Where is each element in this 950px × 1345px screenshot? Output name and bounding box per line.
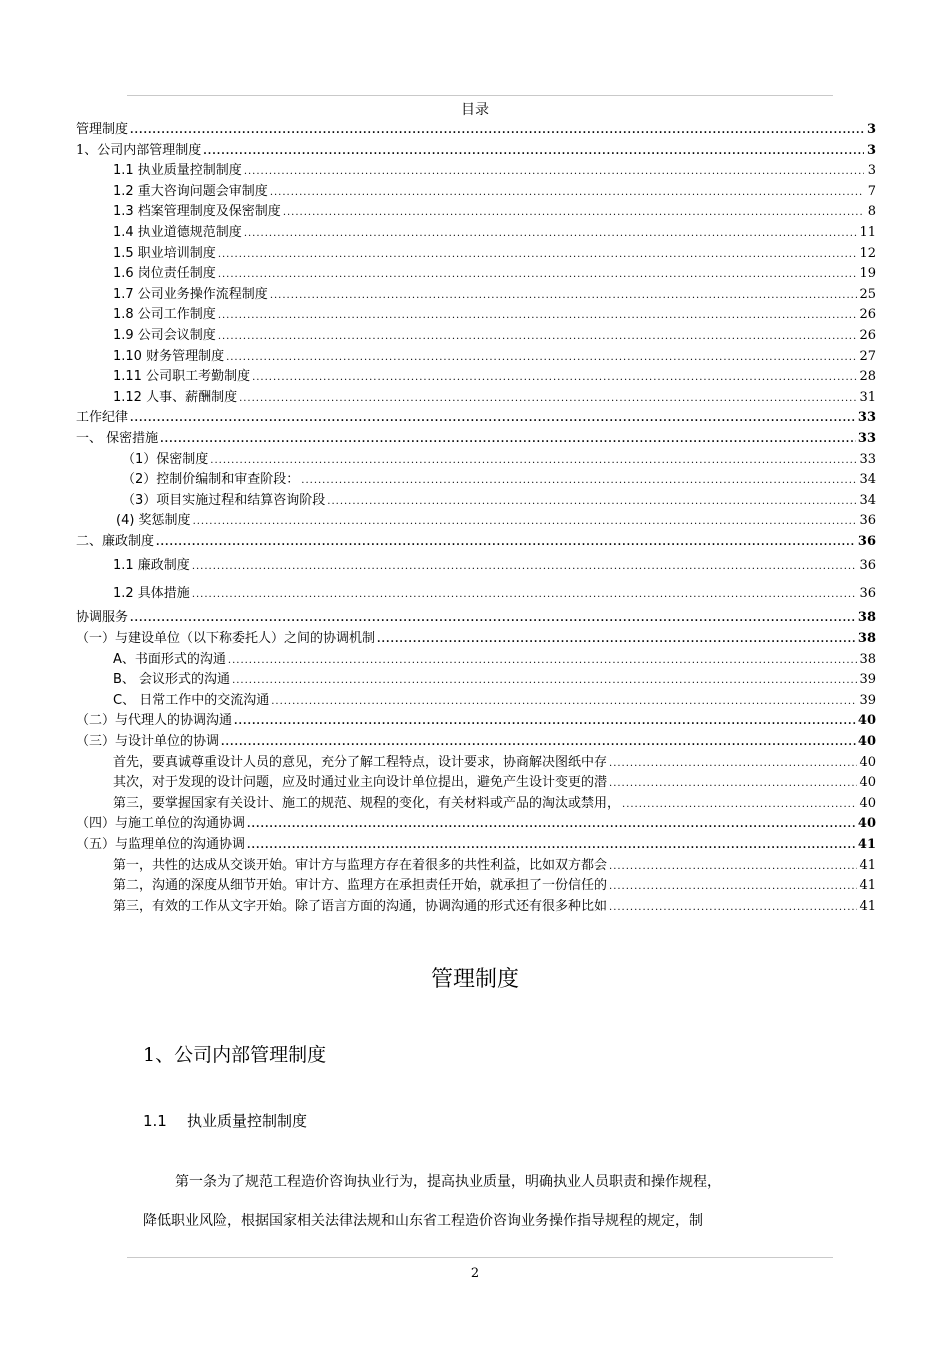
toc-entry-page: 41 <box>857 837 876 852</box>
toc-entry-title: （2）控制价编制和审查阶段： <box>122 472 300 488</box>
toc-entry-title: 二、廉政制度 <box>76 533 155 549</box>
toc-leader-dots <box>210 451 857 471</box>
toc-entry-page: 34 <box>859 472 876 488</box>
toc-entry-title: A、书面形式的沟通 <box>113 651 226 667</box>
toc-entry-title: 1.11 公司职工考勤制度 <box>113 369 251 385</box>
toc-leader-dots <box>218 306 858 326</box>
toc-entry[interactable] <box>76 629 876 650</box>
toc-leader-dots <box>234 712 856 732</box>
toc-entry-title: （一）与建设单位（以下称委托人）之间的协调机制 <box>76 631 376 647</box>
toc-leader-dots <box>130 609 856 629</box>
toc-entry[interactable] <box>76 347 876 368</box>
toc-leader-dots <box>252 368 857 388</box>
toc-entry-page: 38 <box>859 651 876 667</box>
toc-entry-title: 1.5 职业培训制度 <box>113 245 216 261</box>
toc-entry[interactable] <box>76 285 876 306</box>
toc-entry-page: 12 <box>859 245 876 261</box>
toc-entry[interactable] <box>76 161 876 182</box>
page-number: 2 <box>470 1266 480 1281</box>
toc-entry[interactable] <box>76 773 876 794</box>
toc-leader-dots <box>609 877 857 897</box>
toc-entry-page: 11 <box>859 224 876 240</box>
toc-entry-page: 34 <box>859 492 876 508</box>
toc-entry[interactable] <box>76 244 876 265</box>
toc-entry-title: 1.2 重大咨询问题会审制度 <box>113 183 268 199</box>
toc-leader-dots <box>226 348 857 368</box>
toc-entry-page: 25 <box>859 286 876 302</box>
toc-entry[interactable] <box>76 876 876 897</box>
toc-entry-title: 一、 保密措施 <box>76 430 159 446</box>
section-heading-1: 管理制度 <box>430 967 519 992</box>
toc-leader-dots <box>239 389 857 409</box>
body-paragraph-line-2: 降低职业风险，根据国家相关法律法规和山东省工程造价咨询业务操作指导规程的规定，制 <box>143 1213 703 1229</box>
toc-entry-title: 1.6 岗位责任制度 <box>113 266 216 282</box>
toc-entry[interactable] <box>76 608 876 629</box>
toc-leader-dots <box>247 815 856 835</box>
toc-entry-page: 41 <box>859 878 876 894</box>
toc-entry-title: 第二，沟通的深度从细节开始。审计方、监理方在承担责任开始，就承担了一份信任的 <box>113 878 608 894</box>
toc-entry-page: 39 <box>859 672 876 688</box>
toc-entry[interactable] <box>76 450 876 471</box>
toc-entry[interactable] <box>76 711 876 732</box>
toc-leader-dots <box>192 553 858 581</box>
toc-entry[interactable] <box>76 326 876 347</box>
toc-entry-title: B、 会议形式的沟通 <box>113 672 231 688</box>
toc-entry-page: 33 <box>857 410 876 426</box>
toc-entry-page: 40 <box>857 816 876 832</box>
toc-leader-dots <box>218 245 858 265</box>
toc-leader-dots <box>193 512 858 532</box>
toc-leader-dots <box>270 183 864 203</box>
toc-leader-dots <box>203 142 864 162</box>
toc-entry[interactable] <box>76 835 876 856</box>
toc-entry-page: 3 <box>866 142 876 158</box>
toc-entry[interactable] <box>76 856 876 877</box>
toc-entry-page: 36 <box>857 533 876 549</box>
toc-entry[interactable] <box>76 580 876 608</box>
toc-entry-page: 39 <box>859 692 876 708</box>
toc-entry-title: （1）保密制度 <box>122 451 209 467</box>
toc-leader-dots <box>247 836 856 856</box>
toc-leader-dots <box>609 754 857 774</box>
toc-entry-title: （三）与设计单位的协调 <box>76 734 220 750</box>
toc-entry[interactable] <box>76 552 876 580</box>
toc-entry-page: 27 <box>859 348 876 364</box>
toc-leader-dots <box>160 430 856 450</box>
toc-leader-dots <box>377 630 856 650</box>
toc-entry-title: 1、公司内部管理制度 <box>76 142 202 158</box>
toc-leader-dots <box>609 898 857 918</box>
section-heading-3 <box>143 1110 307 1131</box>
toc-entry[interactable] <box>76 670 876 691</box>
toc-entry-title: 1.8 公司工作制度 <box>113 307 216 323</box>
toc-entry[interactable] <box>76 223 876 244</box>
toc-entry-page: 31 <box>859 389 876 405</box>
toc-entry-page: 40 <box>857 713 876 729</box>
toc-entry[interactable] <box>76 650 876 671</box>
toc-leader-dots <box>609 857 857 877</box>
toc-entry[interactable] <box>76 429 876 450</box>
toc-entry[interactable] <box>76 305 876 326</box>
toc-entry-page: 40 <box>859 754 876 770</box>
toc-entry-title: 管理制度 <box>76 122 129 137</box>
toc-leader-dots <box>327 492 857 512</box>
toc-entry-title: (4) 奖惩制度 <box>116 513 191 529</box>
toc-entry[interactable] <box>76 182 876 203</box>
toc-entry[interactable] <box>76 794 876 815</box>
toc-entry-title: 1.1 廉政制度 <box>113 558 190 574</box>
toc-entry-page: 40 <box>857 734 876 750</box>
toc-entry-page: 3 <box>867 163 876 179</box>
toc-entry-title: 工作纪律 <box>76 410 129 426</box>
toc-entry-page: 40 <box>859 795 876 811</box>
toc-leader-dots <box>244 224 858 244</box>
body-paragraph-line-1: 第一条为了规范工程造价咨询执业行为，提高执业质量，明确执业人员职责和操作规程， <box>175 1174 721 1190</box>
toc-entry-title: 1.12 人事、薪酬制度 <box>113 389 238 405</box>
toc-entry-title: 第一，共性的达成从交谈开始。审计方与监理方存在着很多的共性利益，比如双方都会 <box>113 857 608 873</box>
toc-entry[interactable] <box>76 388 876 409</box>
toc-entry-page: 26 <box>859 307 876 323</box>
toc-entry-title: 第三，要掌握国家有关设计、施工的规范、规程的变化，有关材料或产品的淘汰或禁用， <box>113 795 621 811</box>
toc-entry-title: 协调服务 <box>76 610 129 626</box>
toc-entry-page: 40 <box>859 775 876 791</box>
toc-entry-title: （五）与监理单位的沟通协调 <box>76 837 246 852</box>
toc-leader-dots <box>622 795 857 815</box>
footer-rule <box>127 1257 833 1258</box>
toc-entry-page: 41 <box>859 898 876 914</box>
toc-entry-title: 1.3 档案管理制度及保密制度 <box>113 204 281 220</box>
toc-entry-page: 3 <box>866 122 876 137</box>
toc-leader-dots <box>192 581 858 609</box>
toc-title: 目录 <box>461 102 489 118</box>
toc-entry-title: 第三，有效的工作从文字开始。除了语言方面的沟通，协调沟通的形式还有很多种比如 <box>113 898 608 914</box>
toc-entry[interactable] <box>76 120 876 141</box>
table-of-contents <box>76 120 876 917</box>
toc-entry-title: 1.7 公司业务操作流程制度 <box>113 286 268 302</box>
toc-entry-title: 首先，要真诚尊重设计人员的意见，充分了解工程特点，设计要求，协商解决图纸中存 <box>113 754 608 770</box>
toc-leader-dots <box>221 733 856 753</box>
toc-entry[interactable] <box>76 691 876 712</box>
toc-entry-title: （3）项目实施过程和结算咨询阶段 <box>122 492 326 508</box>
toc-entry[interactable] <box>76 897 876 918</box>
toc-entry[interactable] <box>76 141 876 162</box>
toc-entry-page: 28 <box>859 369 876 385</box>
toc-entry[interactable] <box>76 408 876 429</box>
heading-text: 执业质量控制制度 <box>187 1112 308 1130</box>
toc-entry-title: 1.1 执业质量控制制度 <box>113 163 242 179</box>
toc-leader-dots <box>301 471 857 491</box>
toc-leader-dots <box>271 692 857 712</box>
toc-entry-page: 8 <box>867 204 876 220</box>
toc-leader-dots <box>228 651 858 671</box>
toc-entry[interactable] <box>76 511 876 532</box>
toc-entry-title: 其次，对于发现的设计问题，应及时通过业主向设计单位提出，避免产生设计变更的潜 <box>113 775 608 791</box>
toc-entry[interactable] <box>76 732 876 753</box>
toc-entry[interactable] <box>76 753 876 774</box>
toc-leader-dots <box>218 265 858 285</box>
toc-leader-dots <box>218 327 858 347</box>
toc-entry-page: 26 <box>859 327 876 343</box>
heading-number: 1.1 <box>143 1112 167 1130</box>
toc-leader-dots <box>270 286 858 306</box>
toc-entry-page: 38 <box>857 610 876 626</box>
toc-entry[interactable] <box>76 202 876 223</box>
toc-entry-page: 7 <box>867 183 876 199</box>
toc-leader-dots <box>283 203 864 223</box>
toc-entry-title: 1.10 财务管理制度 <box>113 348 225 364</box>
toc-entry-page: 33 <box>857 430 876 446</box>
toc-entry-title: 1.4 执业道德规范制度 <box>113 224 242 240</box>
toc-leader-dots <box>609 774 857 794</box>
toc-entry-title: 1.2 具体措施 <box>113 586 190 602</box>
toc-entry-title: 1.9 公司会议制度 <box>113 327 216 343</box>
toc-entry[interactable] <box>76 264 876 285</box>
toc-leader-dots <box>232 671 857 691</box>
toc-entry[interactable] <box>76 814 876 835</box>
toc-entry[interactable] <box>76 470 876 491</box>
toc-entry[interactable] <box>76 532 876 553</box>
toc-leader-dots <box>130 409 856 429</box>
toc-entry-page: 36 <box>859 558 876 574</box>
toc-entry-page: 38 <box>857 631 876 647</box>
toc-entry-page: 19 <box>859 266 876 282</box>
toc-leader-dots <box>156 533 856 553</box>
toc-entry-page: 36 <box>859 586 876 602</box>
header-rule <box>127 95 833 96</box>
toc-entry-page: 33 <box>859 451 876 467</box>
toc-entry-title: （四）与施工单位的沟通协调 <box>76 816 246 832</box>
toc-entry-page: 36 <box>859 513 876 529</box>
toc-entry[interactable] <box>76 491 876 512</box>
toc-entry-page: 41 <box>859 857 876 873</box>
toc-entry[interactable] <box>76 367 876 388</box>
toc-leader-dots <box>130 121 864 141</box>
toc-leader-dots <box>244 162 864 182</box>
toc-entry-title: （二）与代理人的协调沟通 <box>76 713 233 729</box>
toc-entry-title: C、 日常工作中的交流沟通 <box>113 692 270 708</box>
section-heading-2: 1、公司内部管理制度 <box>143 1044 327 1066</box>
